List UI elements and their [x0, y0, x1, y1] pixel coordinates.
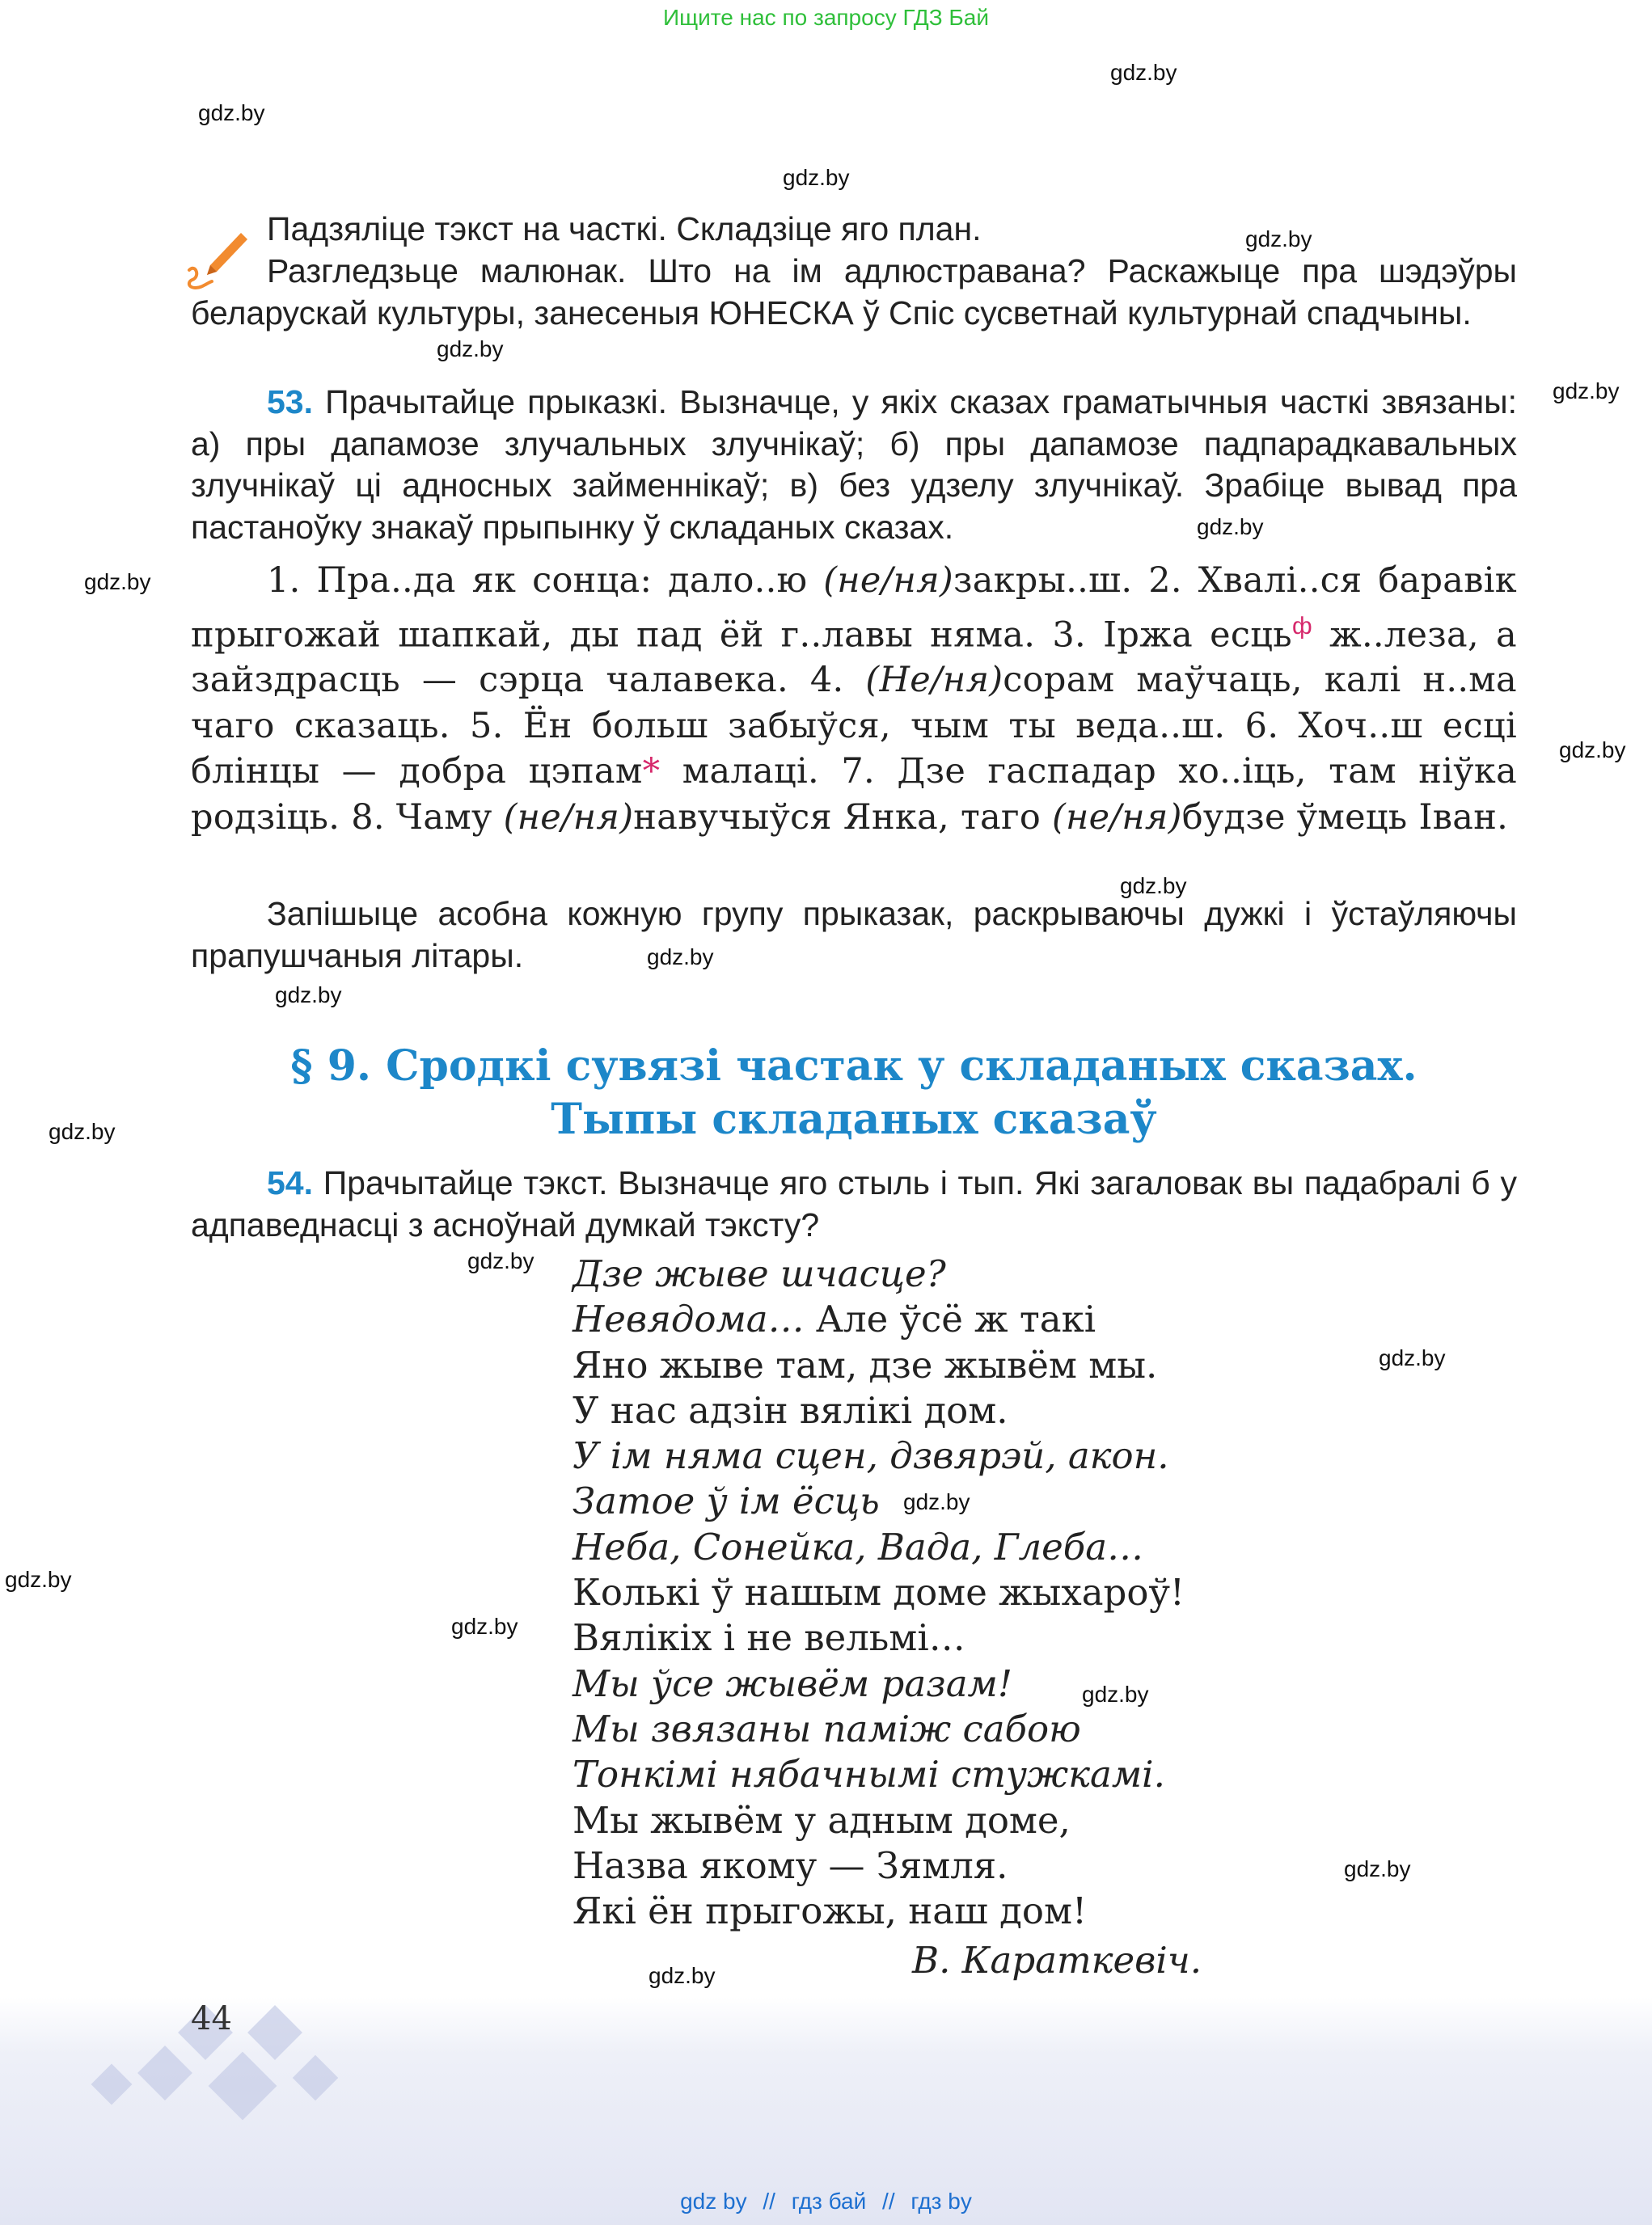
proverb-text: закры..ш. 2. Хвалі..ся баравік прыгожай шапкай, ды пад ёй г..лавы няма. 3. Іржа есць [191, 560, 1517, 655]
watermark: gdz.by [1379, 1345, 1446, 1370]
task-intro-line1: Падзяліце тэкст на часткі. Складзіце яго план. [267, 210, 982, 247]
exercise-text: Прачытайце тэкст. Вызначце яго стыль і тып. Які загаловак вы падабралі б у адпаведнасці з асноўнай думкай тэксту? [191, 1164, 1517, 1243]
watermark: gdz.by [1559, 737, 1626, 762]
watermark: gdz.by [1553, 378, 1620, 403]
top-banner[interactable]: Ищите нас по запросу ГДЗ Бай [662, 5, 990, 30]
watermark: gdz.by [1344, 1856, 1411, 1881]
poem-line: Мы жывём у адным доме, [572, 1798, 1071, 1842]
watermark: gdz.by [1082, 1682, 1149, 1707]
watermark: gdz.by [903, 1489, 970, 1514]
section-heading-line1: § 9. Сродкі сувязі частак у складаных сказах. [290, 1041, 1418, 1091]
proverb-text: будзе ўмець Іван. [1181, 796, 1509, 838]
poem-line [572, 1297, 1185, 1342]
watermark: gdz.by [1197, 514, 1264, 539]
proverb-gap-option: (Не/ня) [865, 660, 1003, 701]
watermark: gdz.by [467, 1248, 534, 1273]
watermark: gdz.by [275, 982, 342, 1007]
watermark: gdz.by [49, 1119, 116, 1144]
proverb-text: сорам маўчаць, калі н..ма чаго сказаць. 5. Ён больш забыўся, чым ты веда..ш. 6. Хоч..ш есці блінцы — добра цэпам [191, 660, 1517, 792]
poem [572, 1252, 1185, 1934]
poem-line: Назва якому — Зямля. [572, 1843, 1008, 1887]
watermark: gdz.by [1120, 873, 1187, 898]
exercise-number: 53. [267, 383, 313, 420]
section-heading-line2: Тыпы складаных сказаў [551, 1095, 1157, 1144]
proverb-gap-option: (не/ня) [503, 796, 634, 838]
exercise-53-followup: Запішыце асобна кожную групу прыказак, раскрываючы дужкі і ўстаўляючы прапушчаныя літары. [191, 895, 1517, 974]
poem-line: Колькі ў нашым доме жыхароў! [572, 1571, 1185, 1615]
watermark: gdz.by [1245, 226, 1312, 251]
proverb-text: ж..леза, а зайздрасць — сэрца чалавека. 4. [191, 614, 1517, 701]
poem-line: У ім няма сцен, дзвярэй, акон. [572, 1434, 1169, 1478]
bottom-link[interactable]: гдз by [911, 2189, 972, 2214]
exercise-54-instruction [191, 1163, 1517, 1246]
watermark: gdz.by [649, 1963, 716, 1988]
bottom-links [0, 2189, 1652, 2214]
poem-line: Тонкімі нябачнымі стужкамі. [572, 1753, 1165, 1796]
bottom-link-separator: // [763, 2189, 775, 2214]
proverb-gap-option: (не/ня) [1051, 796, 1182, 838]
watermark: gdz.by [647, 944, 714, 969]
poem-line: У нас адзін вялікі дом. [572, 1388, 1008, 1432]
poem-line: Дзе жыве шчасце? [572, 1252, 946, 1295]
poem-line: Вялікіх і не вельмі… [572, 1616, 965, 1660]
phraseology-mark: ф [1291, 612, 1312, 640]
watermark: gdz.by [783, 165, 850, 190]
poem-line: Мы ўсе жывём разам! [572, 1661, 1012, 1705]
watermark: gdz.by [1110, 60, 1177, 85]
poem-author: В. Караткевіч. [912, 1939, 1202, 1982]
bottom-link[interactable]: gdz by [680, 2189, 747, 2214]
proverb-text: навучыўся Янка, таго [633, 796, 1052, 838]
exercise-53-instruction [191, 382, 1517, 548]
exercise-number: 54. [267, 1164, 313, 1201]
bottom-link-separator: // [882, 2189, 895, 2214]
bottom-link[interactable]: гдз бай [791, 2189, 867, 2214]
dictionary-star-mark: * [642, 751, 661, 792]
watermark: gdz.by [5, 1567, 72, 1592]
poem-line: Неба, Сонейка, Вада, Глеба… [572, 1525, 1144, 1568]
exercise-text: Прачытайце прыказкі. Вызначце, у якіх сказах граматычныя часткі звязаны: а) пры дапамозе злучальных злучнікаў; б) пры дапамозе падпарадкавальных злучнікаў ці адносных займеннікаў; в) без удзелу злучнікаў. Зрабіце вывад пра пастаноўку знакаў прыпынку ў складаных сказах. [191, 383, 1517, 546]
page-number: 44 [191, 2000, 232, 2037]
proverb-text: 1. Пра..да як сонца: дало..ю [267, 560, 824, 601]
poem-line: Мы звязаны паміж сабою [572, 1707, 1081, 1750]
proverb-text: малаці. 7. Дзе гаспадар хо..іць, там ніўка родзіць. 8. Чаму [191, 751, 1518, 838]
poem-line: Які ён прыгожы, наш дом! [572, 1889, 1088, 1933]
proverb-gap-option: (не/ня) [823, 560, 953, 601]
poem-line-italic: Невядома… [572, 1298, 805, 1341]
watermark: gdz.by [84, 569, 151, 594]
proverbs-block [191, 558, 1517, 840]
poem-line: Затое ў ім ёсць [572, 1480, 880, 1523]
watermark: gdz.by [451, 1614, 518, 1639]
watermark: gdz.by [437, 336, 504, 361]
poem-line-regular: Але ўсё ж такі [804, 1298, 1096, 1341]
watermark: gdz.by [198, 100, 265, 125]
task-intro-line2: Разгледзьце малюнак. Што на ім адлюстравана? Раскажыце пра шэдэўры беларускай культуры, занесеныя ЮНЕСКА ў Спіс сусветнай культурнай спадчыны. [191, 252, 1517, 331]
poem-line: Яно жыве там, дзе жывём мы. [572, 1343, 1158, 1387]
